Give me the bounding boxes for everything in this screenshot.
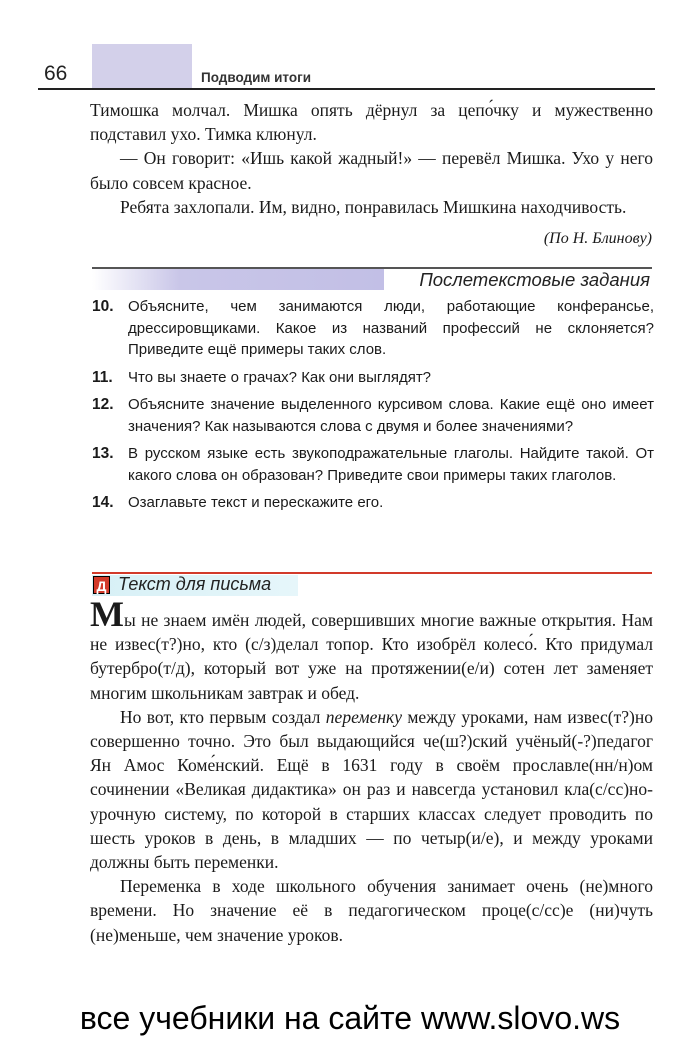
task-item (92, 492, 654, 514)
tasks-section-title: Послетекстовые задания (419, 269, 650, 290)
tasks-section-band (92, 268, 384, 290)
tasks-list (92, 296, 654, 520)
story-paragraph: Тимошка молчал. Мишка опять дёрнул за цепо́чку и мужественно подставил ухо. Тимка клюнул. (90, 100, 653, 145)
task-text: В русском языке есть звукоподражательные глаголы. Найдите такой. От какого слова он образован? Приведите свои примеры таких глаголов. (128, 445, 654, 484)
task-item (92, 394, 654, 437)
task-item (92, 443, 654, 486)
drop-cap: М (90, 594, 124, 634)
writing-paragraph-text: Но вот, кто первым создал (120, 706, 326, 727)
task-item (92, 367, 654, 389)
writing-section-title: Текст для письма (118, 574, 272, 594)
task-item (92, 296, 654, 361)
writing-paragraph: Переменка в ходе школьного обучения занимает очень (не)много времени. Но значение её в педагогическом проце(с/сс)е (ни)чуть (не)меньше, чем значение уроков. (90, 876, 653, 945)
task-text: Объясните, чем занимаются люди, работающие конферансье, дрессировщиками. Какое из названий профессий не склоняется? Приведите ещё примеры таких слов. (128, 298, 654, 358)
story-attribution: (По Н. Блинову) (543, 230, 652, 247)
dictation-icon: Д (93, 576, 110, 594)
writing-paragraph-text: между уроками, нам извес(т?)но совершенно точно. Это был выдающийся че(ш?)ский учёный(-?)педагог Ян Амос Коме́нский. Ещё в 1631 году в своём прославле(нн/н)ом сочинении «Великая дидактика» он раз и навсегда установил кла(с/сс)но-урочную систему, по которой в старших классах следует проводить по шесть уроков в день, в младших — по четыр(и/е), и между уроками должны быть переменки. (90, 706, 653, 873)
task-number: 14. (92, 494, 114, 511)
footer-watermark: все учебники на сайте www.slovo.ws (79, 1000, 621, 1036)
writing-text (90, 594, 653, 947)
writing-paragraph (90, 594, 653, 705)
story-text (90, 98, 653, 219)
task-number: 12. (92, 396, 114, 413)
task-number: 10. (92, 298, 114, 315)
task-text: Озаглавьте текст и перескажите его. (128, 494, 384, 511)
header-band (92, 44, 192, 88)
task-text: Что вы знаете о грачах? Как они выглядят? (128, 368, 432, 386)
task-text: Объясните значение выделенного курсивом слова. Какие ещё оно имеет значения? Как называются слова с двумя и более значениями? (128, 396, 654, 435)
story-paragraph: Ребята захлопали. Им, видно, понравилась Мишкина находчивость. (120, 196, 627, 217)
writing-paragraph-text: ы не знаем имён людей, совершивших многие важные открытия. Нам не извес(т?)но, кто (с/з)делал топор. Кто изобрёл колесо́. Кто придумал бутербро(т/д), который вот уже на протяжении(е/и) сотен лет заменяет многим школьникам завтрак и обед. (90, 610, 653, 703)
task-number: 11. (92, 368, 113, 386)
page-number: 66 (44, 62, 68, 85)
italic-word: переменку (325, 706, 402, 727)
writing-paragraph (90, 705, 653, 874)
header-rule (38, 88, 655, 90)
header-title: Подводим итоги (201, 70, 312, 85)
story-paragraph: — Он говорит: «Ишь какой жадный!» — перевёл Мишка. Ухо у него было совсем красное. (90, 148, 653, 193)
task-number: 13. (92, 445, 114, 462)
